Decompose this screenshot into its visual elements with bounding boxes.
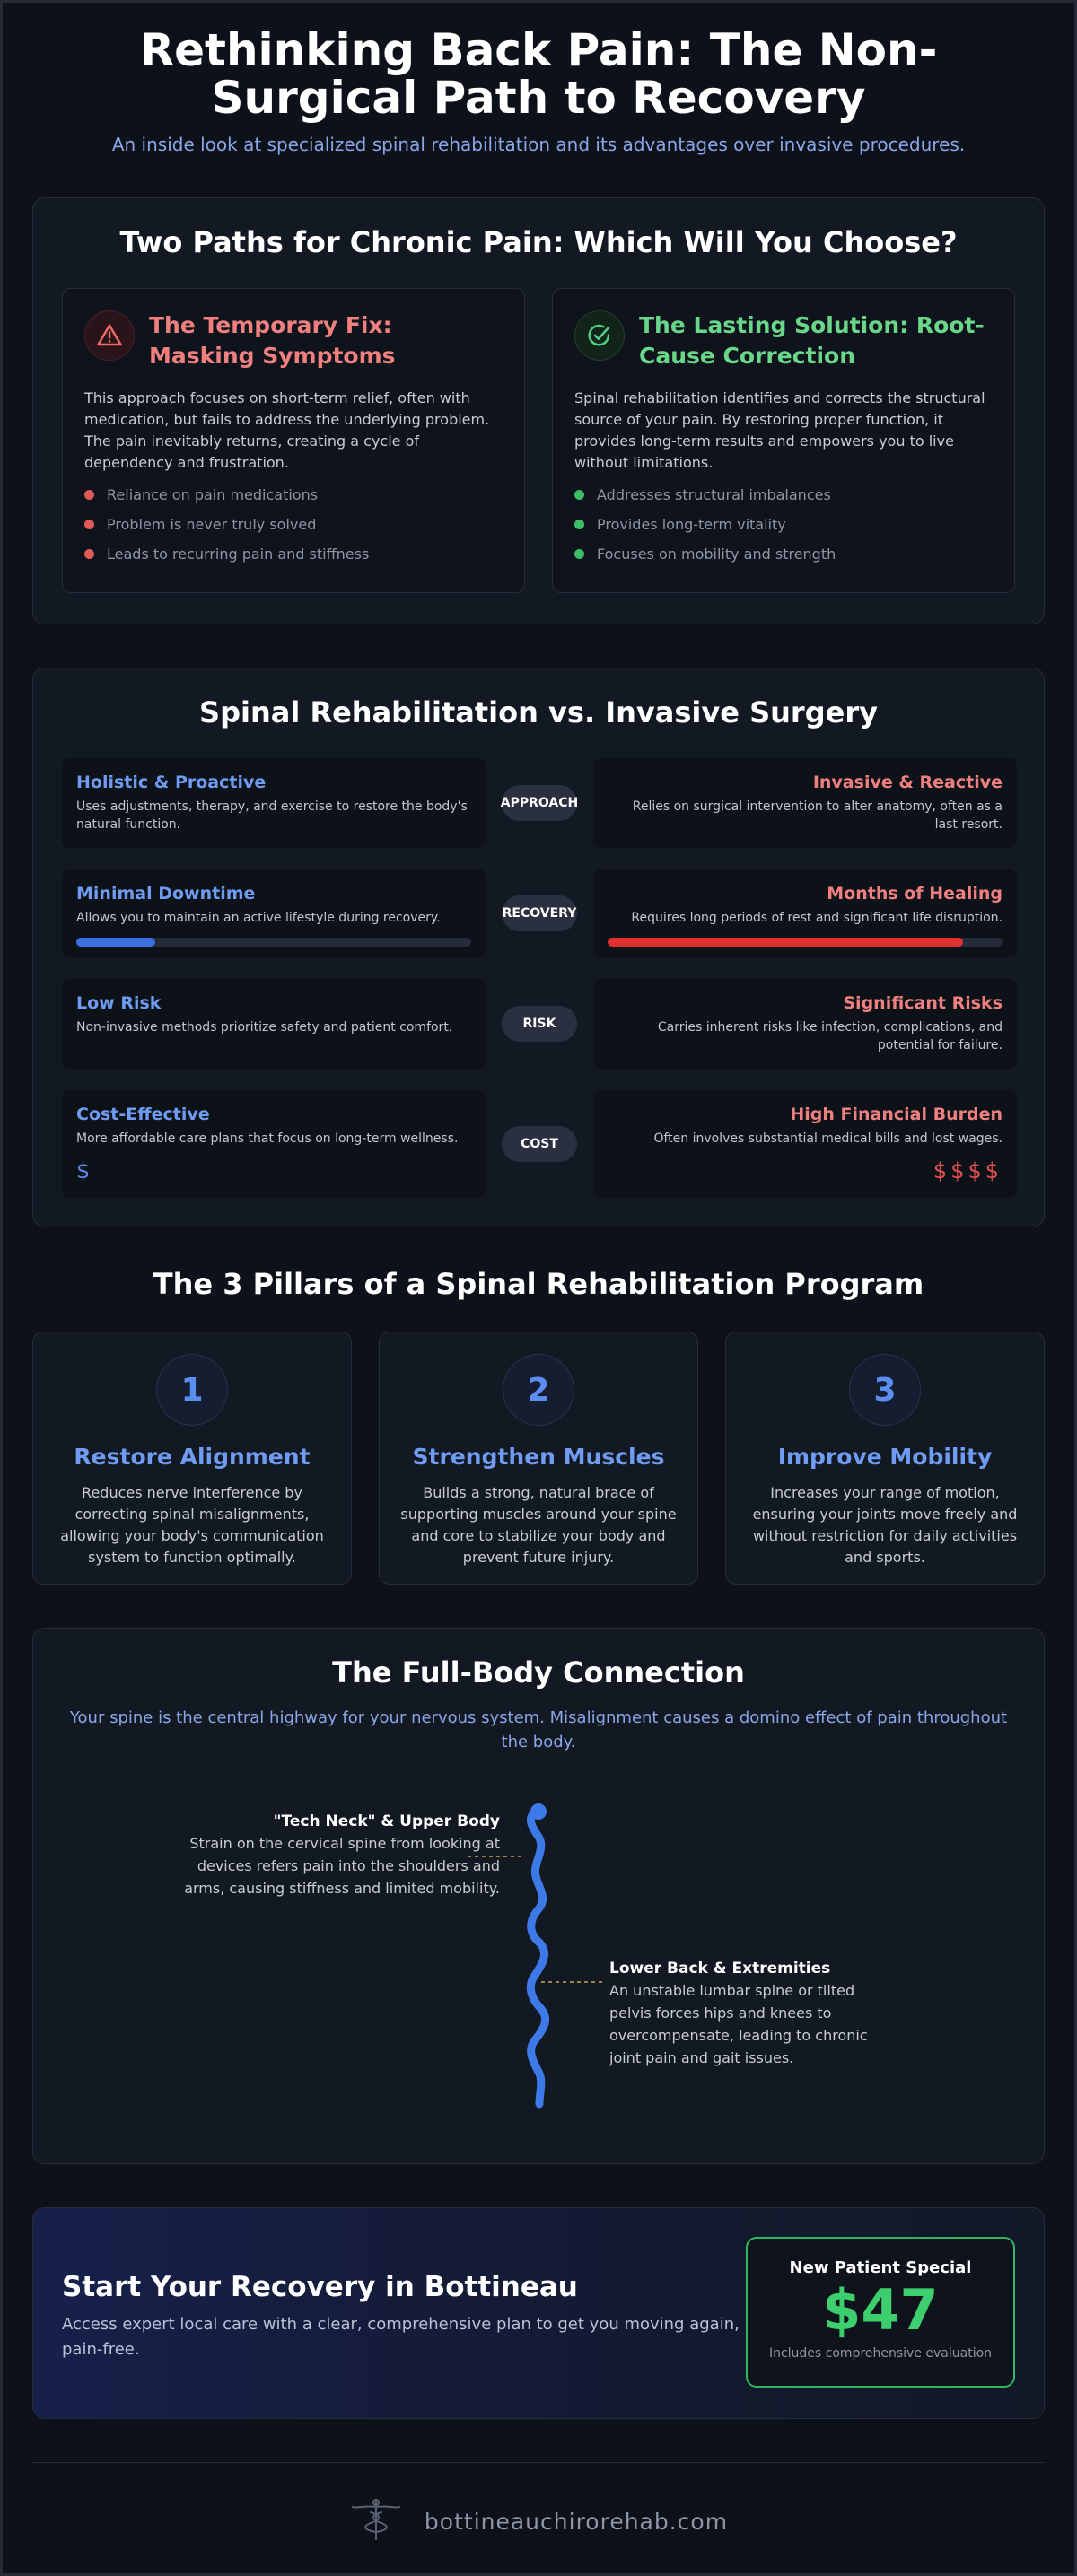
list-item-label: Reliance on pain medications xyxy=(107,485,319,503)
list-item-label: Leads to recurring pain and stiffness xyxy=(107,545,370,563)
lower-body-description: An unstable lumbar spine or tilted pelvis forces hips and knees to overcompensate, leading to chronic joint pain and gait issues. xyxy=(609,1982,868,2066)
cta-section xyxy=(32,2207,1045,2419)
footer-divider xyxy=(32,2462,1045,2463)
offer-label: New Patient Special xyxy=(789,2258,972,2277)
surgery-cell-title: Significant Risks xyxy=(843,993,1003,1013)
surgery-cell xyxy=(593,1090,1017,1198)
offer-note: Includes comprehensive evaluation xyxy=(768,2346,993,2362)
rehab-cell-description: Non-invasive methods prioritize safety and patient comfort. xyxy=(76,1020,453,1035)
pillar-number: 2 xyxy=(503,1354,574,1426)
cta-title: Start Your Recovery in Bottineau xyxy=(62,2271,578,2303)
surgery-cell-description: Often involves substantial medical bills and lost wages. xyxy=(653,1131,1003,1146)
hero xyxy=(0,0,1077,155)
list-item xyxy=(574,546,993,563)
comparison-heading: Spinal Rehabilitation vs. Invasive Surgery xyxy=(199,695,878,729)
rehab-cell xyxy=(62,869,486,957)
surgery-cell-description: Carries inherent risks like infection, complications, and potential for failure. xyxy=(657,1020,1003,1053)
list-item-label: Provides long-term vitality xyxy=(597,515,786,533)
category-pill: APPROACH xyxy=(502,785,577,821)
lasting-solution-description: Spinal rehabilitation identifies and corrects the structural source of your pain. By restoring proper function, it provides long-term results and empowers you to live without limitations. xyxy=(574,389,985,471)
website-link[interactable]: bottineauchirorehab.com xyxy=(424,2508,729,2535)
page-title: Rethinking Back Pain: The Non-Surgical Path to Recovery xyxy=(139,24,938,124)
category-pill: RECOVERY xyxy=(502,895,577,931)
skull-base-icon xyxy=(530,1803,547,1820)
full-body-subtitle: Your spine is the central highway for your nervous system. Misalignment causes a domino effect of pain throughout the body. xyxy=(69,1708,1008,1751)
rehab-cell-title: Low Risk xyxy=(76,993,162,1013)
upper-body-description: Strain on the cervical spine from looking at devices refers pain into the shoulders and arms, causing stiffness and limited mobility. xyxy=(184,1835,500,1897)
pillar-card xyxy=(725,1332,1045,1585)
lower-body-note xyxy=(609,1957,897,2070)
pillars-heading: The 3 Pillars of a Spinal Rehabilitation Program xyxy=(153,1267,924,1301)
rehab-cell-description: Allows you to maintain an active lifestyle during recovery. xyxy=(76,911,441,925)
comparison-row-recovery xyxy=(62,869,1017,957)
bullet-dot xyxy=(574,549,584,559)
upper-body-title: "Tech Neck" & Upper Body xyxy=(273,1812,500,1830)
rehab-cell-description: Uses adjustments, therapy, and exercise to restore the body's natural function. xyxy=(76,799,468,833)
surgery-cell xyxy=(593,869,1017,957)
list-item-label: Addresses structural imbalances xyxy=(597,485,831,503)
two-paths-section xyxy=(32,197,1045,624)
rehab-cell xyxy=(62,979,486,1069)
list-item-label: Problem is never truly solved xyxy=(107,515,317,533)
pillar-description: Increases your range of motion, ensuring your joints move freely and without restriction for daily activities and sports. xyxy=(752,1484,1018,1566)
warning-triangle-icon xyxy=(84,310,135,361)
pillar-title: Restore Alignment xyxy=(74,1444,311,1470)
new-patient-offer[interactable] xyxy=(746,2237,1015,2388)
rehab-cell-title: Minimal Downtime xyxy=(76,884,256,904)
page-subtitle: An inside look at specialized spinal rehabilitation and its advantages over invasive procedures. xyxy=(111,134,966,155)
surgery-cell-title: Invasive & Reactive xyxy=(812,773,1003,792)
pillar-title: Improve Mobility xyxy=(777,1444,993,1470)
rehab-cell-description: More affordable care plans that focus on long-term wellness. xyxy=(76,1131,459,1146)
recovery-bar-track xyxy=(76,938,471,947)
upper-body-note xyxy=(177,1810,500,1900)
temporary-fix-description: This approach focuses on short-term relief, often with medication, but fails to address the underlying problem. The pain inevitably returns, creating a cycle of dependency and frustration. xyxy=(84,389,490,471)
cost-indicator: $$$$ xyxy=(933,1158,1003,1184)
surgery-cell-title: Months of Healing xyxy=(827,884,1003,904)
spine-icon xyxy=(530,1810,545,2104)
rehab-cell-title: Holistic & Proactive xyxy=(76,773,267,792)
rehab-cell xyxy=(62,1090,486,1198)
full-body-section xyxy=(32,1628,1045,2164)
two-paths-heading: Two Paths for Chronic Pain: Which Will You Choose? xyxy=(119,225,958,259)
list-item xyxy=(84,486,503,503)
pillar-number: 3 xyxy=(849,1354,921,1426)
surgery-cell-description: Requires long periods of rest and significant life disruption. xyxy=(631,911,1003,925)
caduceus-icon xyxy=(349,2498,403,2545)
list-item xyxy=(84,516,503,533)
lasting-solution-list xyxy=(574,486,993,563)
cta-text: Access expert local care with a clear, comprehensive plan to get you moving again, pain-free. xyxy=(62,2315,740,2359)
temporary-fix-list xyxy=(84,486,503,563)
pillar-card xyxy=(379,1332,698,1585)
surgery-cell-title: High Financial Burden xyxy=(790,1105,1003,1124)
surgery-cell-description: Relies on surgical intervention to alter anatomy, often as a last resort. xyxy=(632,799,1003,833)
list-item xyxy=(84,546,503,563)
pillar-description: Reduces nerve interference by correcting spinal misalignments, allowing your body's communication system to function optimally. xyxy=(60,1484,324,1566)
bullet-dot xyxy=(574,490,584,500)
bullet-dot xyxy=(84,549,94,559)
category-pill: COST xyxy=(502,1126,577,1162)
surgery-cell xyxy=(593,979,1017,1069)
lower-body-title: Lower Back & Extremities xyxy=(609,1960,831,1978)
pillar-description: Builds a strong, natural brace of supporting muscles around your spine and core to stabilize your body and prevent future injury. xyxy=(400,1484,677,1566)
comparison-row-cost xyxy=(62,1090,1017,1198)
pillar-card xyxy=(32,1332,352,1585)
check-circle-icon xyxy=(574,310,625,361)
temporary-fix-title: The Temporary Fix: Masking Symptoms xyxy=(149,312,396,369)
list-item-label: Focuses on mobility and strength xyxy=(597,545,836,563)
rehab-cell-title: Cost-Effective xyxy=(76,1105,210,1124)
list-item xyxy=(574,516,993,533)
cost-indicator: $ xyxy=(76,1158,91,1184)
list-item xyxy=(574,486,993,503)
surgery-cell xyxy=(593,758,1017,848)
pillar-title: Strengthen Muscles xyxy=(412,1444,665,1470)
category-pill: RISK xyxy=(502,1006,577,1042)
recovery-bar-fill xyxy=(608,938,963,947)
footer xyxy=(0,2498,1077,2545)
comparison-row-approach xyxy=(62,758,1017,848)
offer-price: $47 xyxy=(822,2277,939,2343)
bullet-dot xyxy=(84,520,94,529)
comparison-row-risk xyxy=(62,979,1017,1069)
temporary-fix-card xyxy=(62,288,525,593)
recovery-bar-fill xyxy=(76,938,155,947)
bullet-dot xyxy=(84,490,94,500)
full-body-heading: The Full-Body Connection xyxy=(332,1655,745,1690)
recovery-bar-track xyxy=(608,938,1003,947)
lasting-solution-card xyxy=(552,288,1015,593)
comparison-section xyxy=(32,668,1045,1227)
rehab-cell xyxy=(62,758,486,848)
bullet-dot xyxy=(574,520,584,529)
pillar-number: 1 xyxy=(156,1354,228,1426)
lasting-solution-title: The Lasting Solution: Root-Cause Correction xyxy=(639,312,985,369)
